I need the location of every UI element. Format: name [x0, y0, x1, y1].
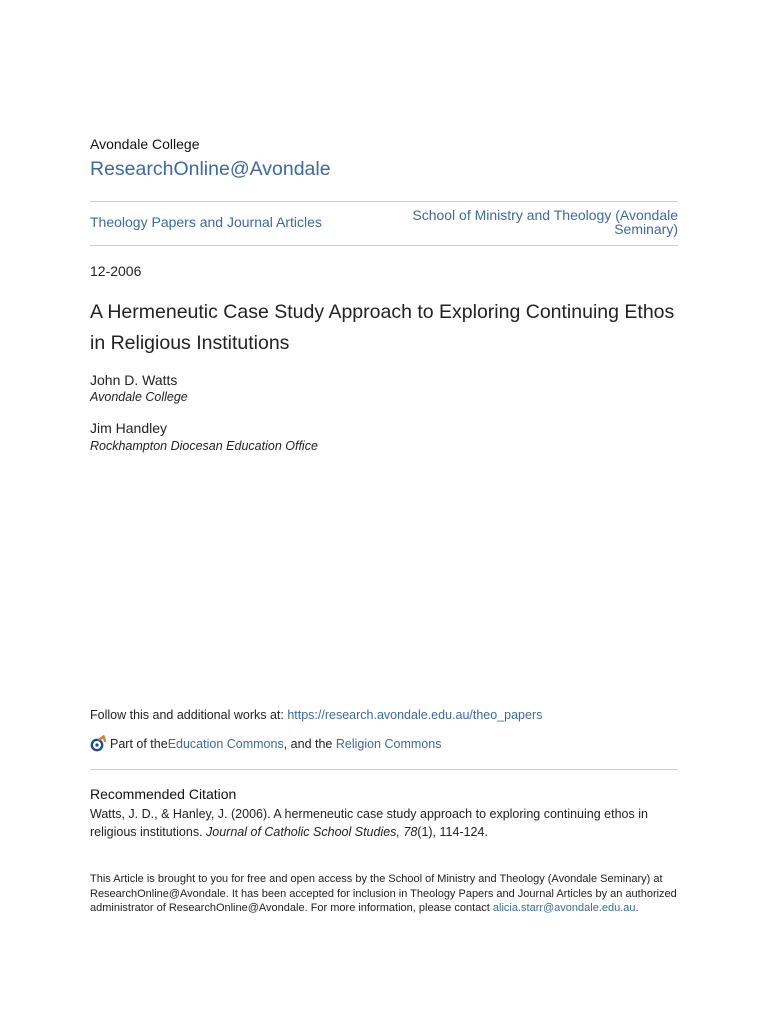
citation-issue: (1), 114-124.: [417, 825, 488, 839]
publication-date: 12-2006: [90, 263, 142, 279]
open-access-icon: [90, 735, 107, 752]
collection-link-theology-papers[interactable]: Theology Papers and Journal Articles: [90, 214, 322, 230]
institution-name: Avondale College: [90, 136, 200, 152]
religion-commons-link[interactable]: Religion Commons: [335, 736, 442, 751]
part-of-middle: , and the: [283, 736, 336, 751]
divider-collections: [90, 245, 678, 246]
citation-body: Watts, J. D., & Hanley, J. (2006). A hermeneutic case study approach to exploring continuing ethos in religious institutions.: [90, 807, 648, 839]
collection-link-school-of-ministry[interactable]: [378, 208, 678, 236]
repository-link[interactable]: ResearchOnline@Avondale: [90, 158, 331, 180]
author-affiliation: Rockhampton Diocesan Education Office: [90, 439, 318, 453]
author-name: Jim Handley: [90, 420, 168, 436]
citation-journal: Journal of Catholic School Studies, 78: [206, 825, 418, 839]
collection-link-line1: School of Ministry and Theology (Avondale: [412, 207, 678, 223]
contact-email-link[interactable]: alicia.starr@avondale.edu.au: [492, 902, 636, 915]
divider-top: [90, 201, 678, 202]
article-title: A Hermeneutic Case Study Approach to Exploring Continuing Ethos in Religious Institutions: [90, 301, 675, 354]
collection-link-line2: Seminary): [614, 221, 678, 237]
notice-text: This Article is brought to you for free and open access by the School of Ministry and Theology (Avondale Seminary) at ResearchOnline@Avondale. It has been accepted for inclusion in Theology Papers and Journal Articles by an authorized administrator of ResearchOnline@Avondale. For more information, please contact: [90, 873, 677, 915]
follow-prefix: Follow this and additional works at:: [90, 708, 288, 722]
author-affiliation: Avondale College: [90, 390, 188, 404]
part-of-prefix: Part of the: [110, 736, 168, 751]
collection-url-link[interactable]: https://research.avondale.edu.au/theo_papers: [287, 708, 543, 722]
citation-text: [90, 805, 678, 841]
recommended-citation-heading: Recommended Citation: [90, 786, 237, 802]
education-commons-link[interactable]: Education Commons: [167, 736, 284, 751]
author-name: John D. Watts: [90, 372, 178, 388]
notice-end: .: [635, 902, 639, 915]
divider-citation: [90, 769, 678, 770]
access-notice: [90, 872, 678, 916]
follow-line: [90, 708, 542, 722]
part-of-line: [90, 735, 441, 752]
